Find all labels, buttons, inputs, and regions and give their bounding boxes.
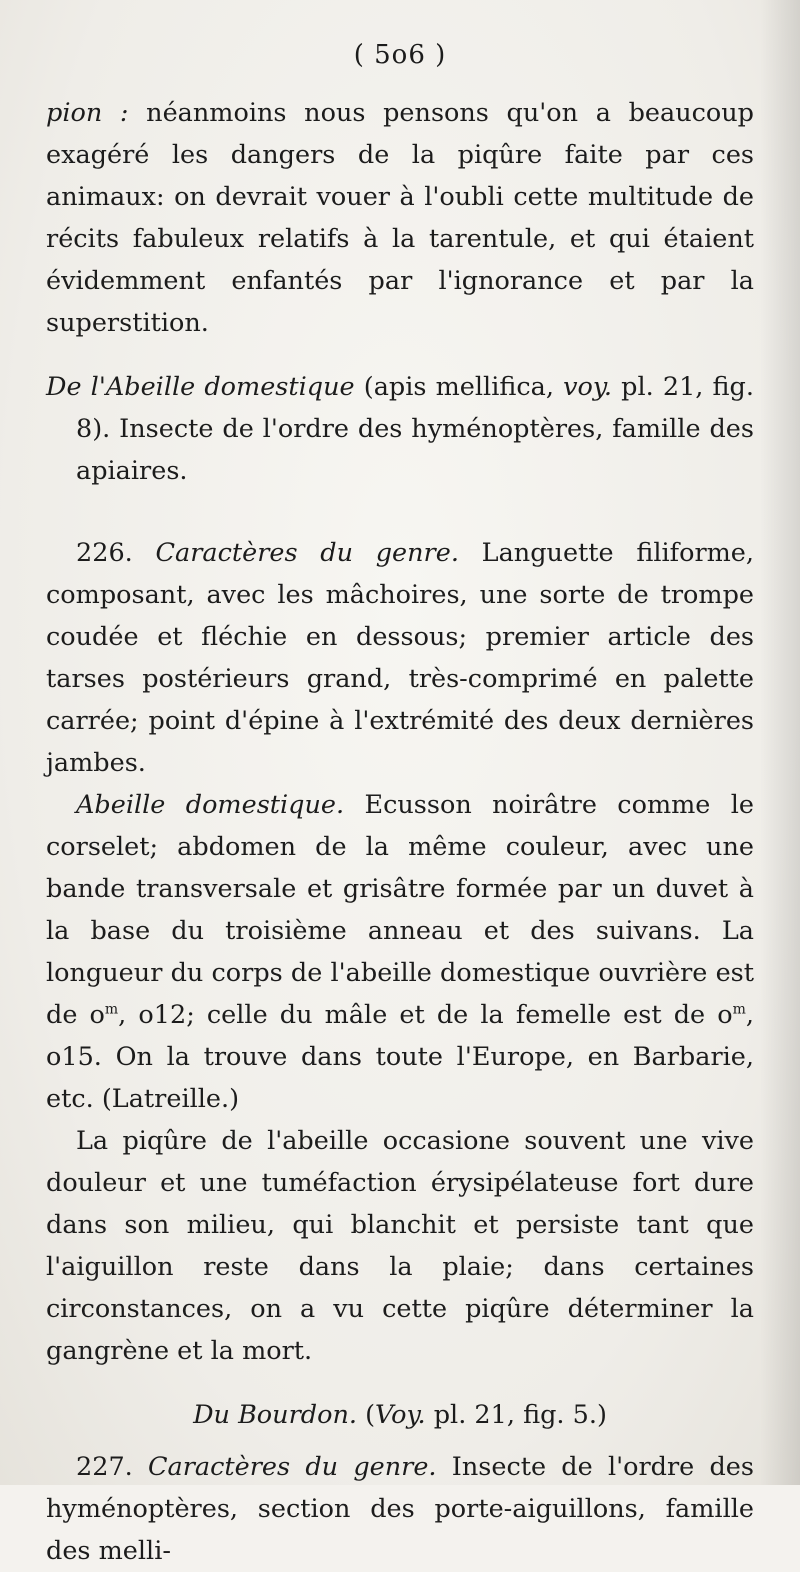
section-number-227: 227. <box>76 1452 133 1482</box>
page-edge-shadow <box>760 0 800 1485</box>
continuation-lead: pion : <box>46 98 129 128</box>
species-label: Abeille domestique. <box>76 790 345 820</box>
paragraph-continuation <box>46 92 754 344</box>
genre-text-226: Languette filiforme, composant, avec les mâchoires, une sorte de trompe coudée et fléchie en dessous; premier article des tarses postérieurs grand, très-comprimé en palette carrée; point d'épine à l'extrémité des deux dernières jambes. <box>46 538 755 778</box>
species-text-c: , o15. On la trouve dans toute l'Europe, en Barbarie, etc. (Latreille.) <box>46 1000 754 1114</box>
bourdon-ref: pl. 21, fig. 5.) <box>425 1400 607 1430</box>
unit-sup-1: m <box>104 1001 119 1018</box>
abeille-description: pl. 21, fig. 8). Insecte de l'ordre des hyménoptères, famille des apiaires. <box>76 372 754 486</box>
bourdon-paren: ( <box>356 1400 376 1430</box>
body-text <box>46 92 754 1572</box>
paragraph-bourdon-heading <box>46 1394 754 1436</box>
page-number: ( 5o6 ) <box>353 40 447 70</box>
genre-label-227: Caractères du genre. <box>148 1452 437 1482</box>
species-text-a: Ecusson noirâtre comme le corselet; abdomen de la même couleur, avec une bande transversale et grisâtre formée par un duvet à la base du troisième anneau et des suivans. La longueur du corps de l'abeille domestique ouvrière est de o <box>46 790 754 1030</box>
paragraph-226 <box>46 532 754 784</box>
abeille-title: De l'Abeille domestique <box>46 372 355 402</box>
piqure-text: La piqûre de l'abeille occasione souvent une vive douleur et une tuméfaction érysipélateuse fort dure dans son milieu, qui blanchit et persiste tant que l'aiguillon reste dans la plaie; dans certaines circonstances, on a vu cette piqûre déterminer la gangrène et la mort. <box>46 1126 754 1366</box>
paragraph-piqure <box>46 1120 754 1372</box>
genre-text-227: Insecte de l'ordre des hyménoptères, section des porte-aiguillons, famille des melli- <box>46 1452 754 1566</box>
paragraph-abeille-domestique <box>46 784 754 1120</box>
abeille-latin: (apis mellifica, <box>354 372 564 402</box>
bourdon-title: Du Bourdon. <box>193 1400 357 1430</box>
abeille-voy: voy. <box>563 372 612 402</box>
genre-label-226: Caractères du genre. <box>155 538 459 568</box>
paragraph-227 <box>46 1446 754 1572</box>
paragraph-abeille-heading <box>46 366 754 492</box>
continuation-text: néanmoins nous pensons qu'on a beaucoup exagéré les dangers de la piqûre faite par ces animaux: on devrait vouer à l'oubli cette multitude de récits fabuleux relatifs à la tarentule, et qui étaient évidemment enfantés par l'ignorance et par la superstition. <box>46 98 755 338</box>
unit-sup-2: m <box>732 1001 746 1018</box>
species-text-b: , o12; celle du mâle et de la femelle est de o <box>118 1000 733 1030</box>
section-number-226: 226. <box>76 538 133 568</box>
bourdon-voy: Voy. <box>375 1400 426 1430</box>
